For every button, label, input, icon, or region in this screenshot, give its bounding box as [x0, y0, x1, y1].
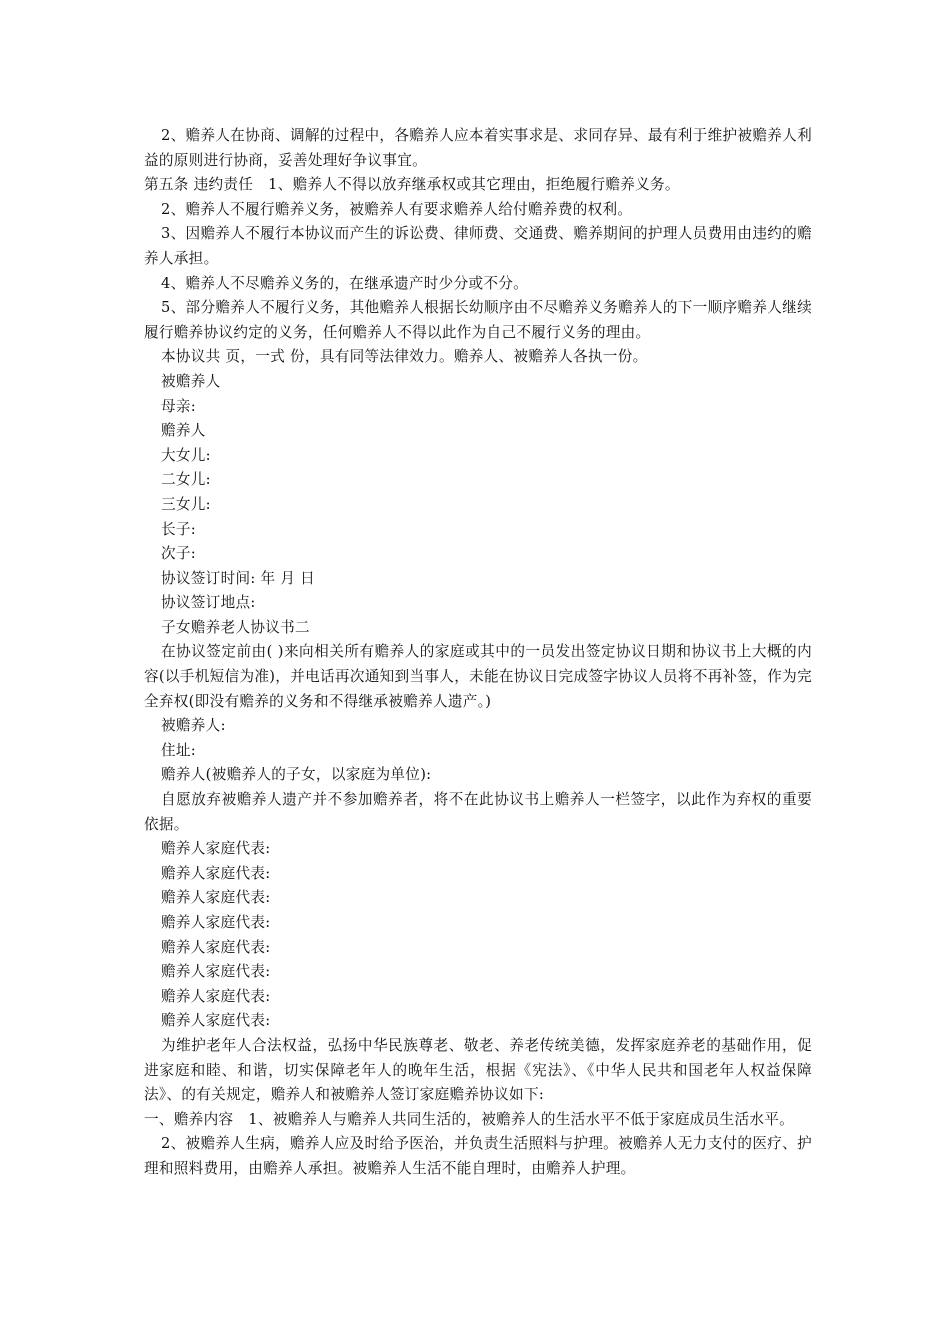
signature-label: 二女儿: [161, 471, 211, 489]
signature-label: 长子: [161, 520, 197, 538]
signature-label: 三女儿: [161, 495, 211, 513]
signature-label: 被赡养人 [161, 372, 221, 390]
document-page [144, 124, 812, 1182]
signing-date-label: 协议签订时间: 年 月 日 [161, 569, 316, 587]
paragraph: 2、赡养人不履行赡养义务，被赡养人有要求赡养人给付赡养费的权利。 [161, 200, 633, 218]
field-label: 住址: [161, 741, 197, 759]
document-title: 子女赡养老人协议书二 [161, 618, 310, 636]
paragraph: 2、赡养人在协商、调解的过程中，各赡养人应本着实事求是、求同存异、最有利于维护被赡养人利益的原则进行协商，妥善处理好争议事宜。 [144, 127, 812, 169]
signing-place-label: 协议签订地点: [161, 594, 256, 612]
paragraph: 本协议共 页，一式 份，具有同等法律效力。赡养人、被赡养人各执一份。 [161, 348, 648, 366]
signature-label: 母亲: [161, 397, 197, 415]
field-label: 赡养人(被赡养人的子女，以家庭为单位): [161, 766, 432, 784]
signature-label: 次子: [161, 545, 197, 563]
family-representative-label: 赡养人家庭代表: [161, 963, 271, 981]
family-representative-label: 赡养人家庭代表: [161, 914, 271, 931]
family-representative-label: 赡养人家庭代表: [161, 1012, 271, 1030]
section-heading-paragraph: 第五条 违约责任 1、赡养人不得以放弃继承权或其它理由，拒绝履行赡养义务。 [144, 176, 680, 194]
paragraph: 自愿放弃被赡养人遗产并不参加赡养者，将不在此协议书上赡养人一栏签字，以此作为弃权的重要依据。 [144, 791, 812, 833]
signature-label: 大女儿: [161, 446, 211, 464]
family-representative-label: 赡养人家庭代表: [161, 840, 271, 858]
section-heading-paragraph: 一、赡养内容 1、被赡养人与赡养人共同生活的，被赡养人的生活水平不低于家庭成员生活水平。 [144, 1110, 795, 1128]
signature-label: 赡养人 [161, 422, 206, 440]
paragraph: 5、部分赡养人不履行义务，其他赡养人根据长幼顺序由不尽赡养义务赡养人的下一顺序赡养人继续履行赡养协议约定的义务，任何赡养人不得以此作为自己不履行义务的理由。 [144, 299, 812, 341]
family-representative-label: 赡养人家庭代表: [161, 889, 271, 907]
paragraph: 4、赡养人不尽赡养义务的，在继承遗产时少分或不分。 [161, 274, 529, 292]
paragraph: 3、因赡养人不履行本协议而产生的诉讼费、律师费、交通费、赡养期间的护理人员费用由违约的赡养人承担。 [144, 225, 812, 267]
family-representative-label: 赡养人家庭代表: [161, 938, 271, 956]
paragraph: 在协议签定前由( )来向相关所有赡养人的家庭或其中的一员发出签定协议日期和协议书上大概的内容(以手机短信为准)，并电话再次通知到当事人，未能在协议日完成签字协议人员将不再补签，作为完全弃权(即没有赡养的义务和不得继承被赡养人遗产。) [144, 643, 812, 710]
family-representative-label: 赡养人家庭代表: [161, 987, 271, 1005]
field-label: 被赡养人: [161, 717, 226, 735]
paragraph: 为维护老年人合法权益，弘扬中华民族尊老、敬老、养老传统美德，发挥家庭养老的基础作用，促进家庭和睦、和谐，切实保障老年人的晚年生活，根据《宪法》、《中华人民共和国老年人权益保障法》、的有关规定，赡养人和被赡养人签订家庭赡养协议如下: [144, 1036, 812, 1104]
paragraph: 2、被赡养人生病，赡养人应及时给予医治，并负责生活照料与护理。被赡养人无力支付的医疗、护理和照料费用，由赡养人承担。被赡养人生活不能自理时，由赡养人护理。 [144, 1135, 812, 1177]
family-representative-label: 赡养人家庭代表: [161, 864, 271, 882]
